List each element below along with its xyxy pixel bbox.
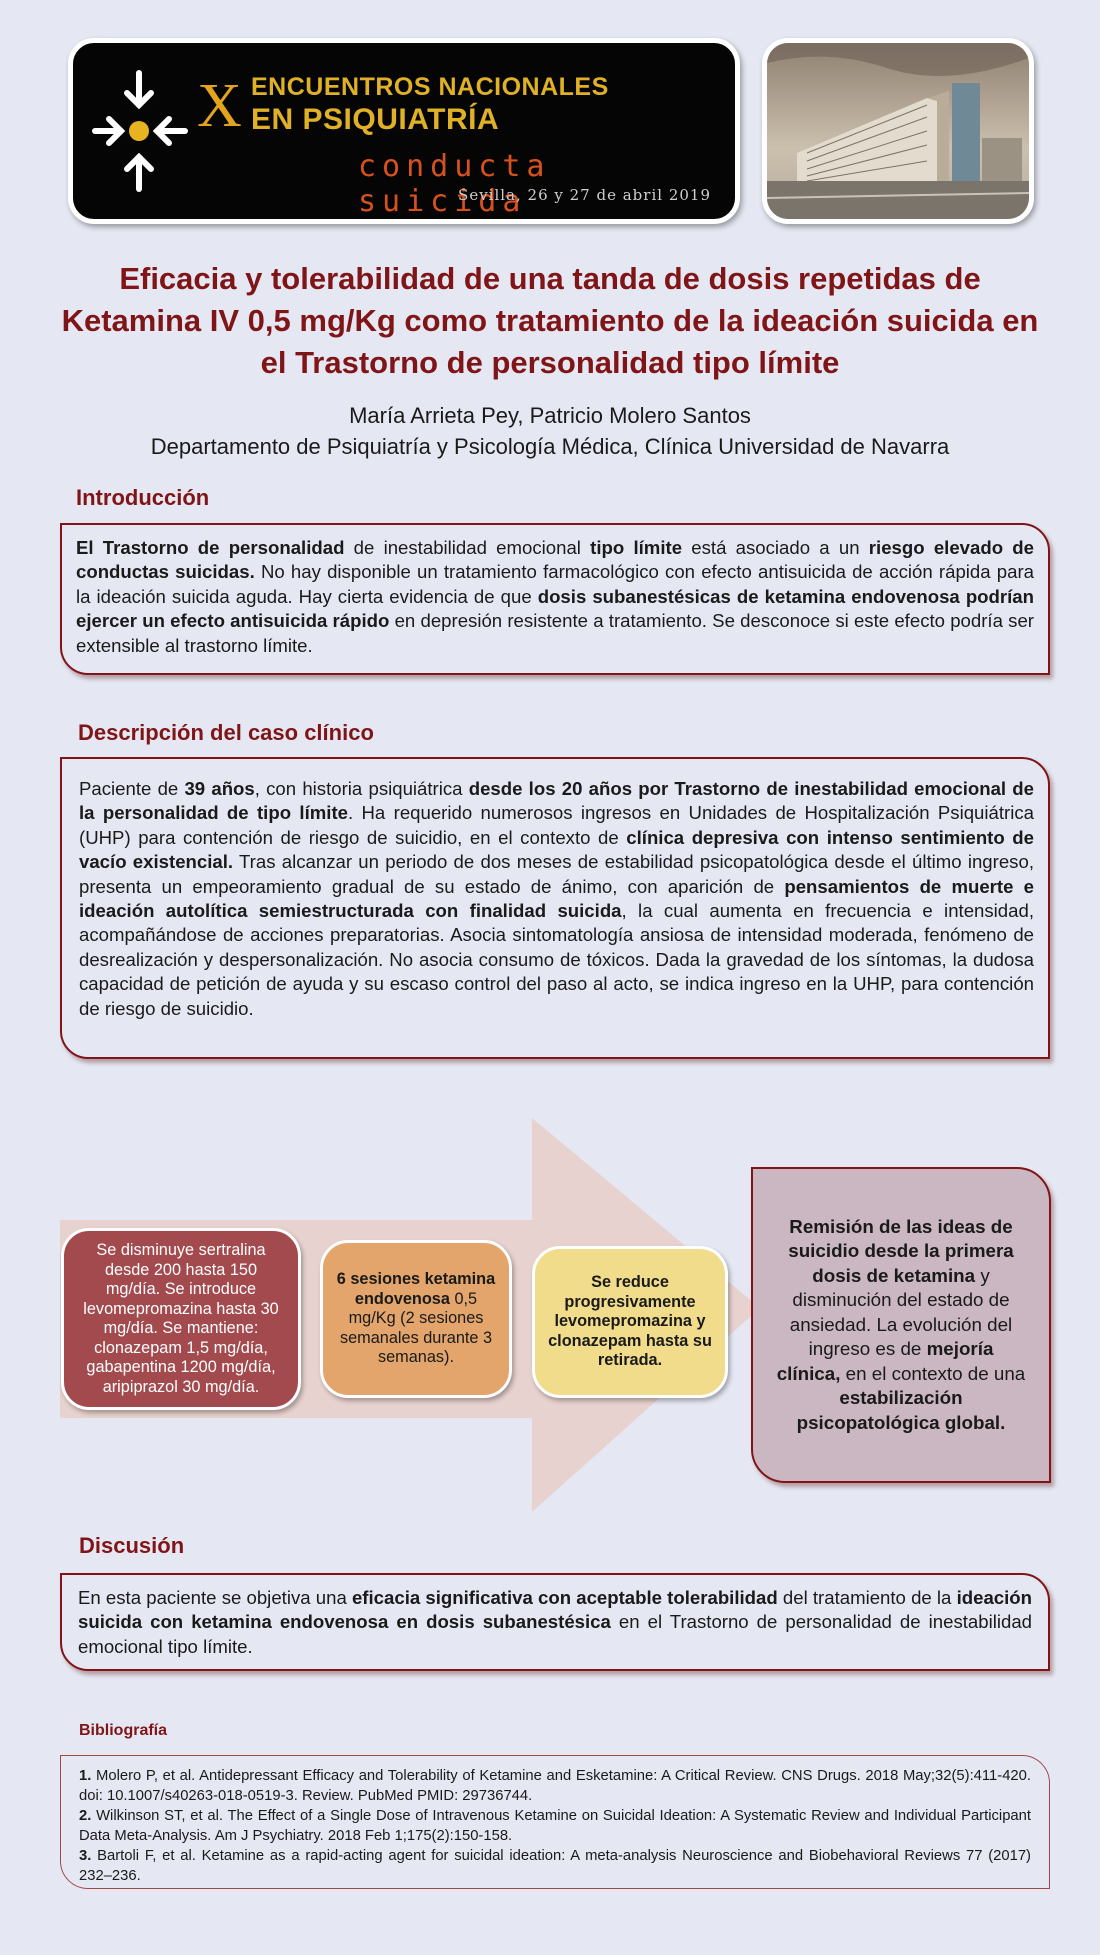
case-box xyxy=(60,757,1050,1059)
bibliography-text: Bartoli F, et al. Ketamine as a rapid-acting agent for suicidal ideation: A meta-analysis Neuroscience and Biobehavioral Reviews 77 (2017) 232–236. xyxy=(79,1848,1031,1884)
case-heading: Descripción del caso clínico xyxy=(78,720,374,745)
text-run: , la cual aumenta en frecuencia e intensidad, acompañándose de acciones preparatorias. Asocia sintomatología ansiosa de intensidad moderada, fenómeno de desrealización y despersonalización. No asocia consumo de tóxicos. Dada la gravedad de los síntomas, la dudosa capacidad de petición de ayuda y su escaso control del paso al acto, se indica ingreso en la UHP, para contención de riesgo de suicidio. xyxy=(79,900,1034,1019)
bibliography-item xyxy=(79,1766,1031,1806)
arrows-logo-icon xyxy=(91,65,191,195)
bibliography-list xyxy=(79,1766,1031,1886)
text-run: ideación suicida con ketamina endovenosa en dosis subanestésica xyxy=(78,1587,1033,1633)
text-run: No hay disponible un tratamiento farmacológico con efecto antisuicida de acción rápida para la ideación suicida aguda. Hay cierta evidencia de que xyxy=(76,561,1035,607)
conference-banner xyxy=(68,38,740,224)
text-run: estabilización psicopatológica global. xyxy=(796,1387,1006,1433)
flow-step-1-text xyxy=(78,1241,284,1397)
outcome-box xyxy=(751,1167,1051,1483)
text-run: y disminución del estado de ansiedad. La evolución del ingreso es de xyxy=(789,1264,1013,1360)
flow-step-3 xyxy=(532,1246,728,1398)
text-run: clínica depresiva con intenso sentimiento de vacío existencial. xyxy=(79,826,1034,873)
text-run: Tras alcanzar un periodo de dos meses de estabilidad psicopatológica desde el último ingreso, presenta un empeoramiento gradual de su estado de ánimo, con aparición de xyxy=(79,851,1034,897)
banner-title-line1: ENCUENTROS NACIONALES xyxy=(251,73,609,101)
authors: María Arrieta Pey, Patricio Molero Santos xyxy=(349,403,751,428)
banner-date: Sevilla, 26 y 27 de abril 2019 xyxy=(458,186,711,204)
bibliography-number: 2. xyxy=(79,1808,92,1824)
text-run: de inestabilidad emocional xyxy=(344,537,591,558)
text-run: en el Trastorno de personalidad de inestabilidad emocional tipo límite. xyxy=(78,1611,1032,1657)
text-run: pensamientos de muerte e ideación autolítica semiestructurada con finalidad suicida xyxy=(79,875,1034,922)
text-run: del tratamiento de la xyxy=(777,1587,957,1608)
bibliography-text: Wilkinson ST, et al. The Effect of a Single Dose of Intravenous Ketamine on Suicidal Ideation: A Systematic Review and Individual Participant Data Meta-Analysis. Am J Psychiatry. 2018 Feb 1;175(2):150-158. xyxy=(79,1808,1031,1844)
text-run: desde los 20 años por Trastorno de inestabilidad emocional de la personalidad de tipo límite xyxy=(79,778,1034,824)
flow-step-2 xyxy=(320,1240,512,1398)
flow-step-2-text xyxy=(335,1270,497,1368)
affiliation: Departamento de Psiquiatría y Psicología Médica, Clínica Universidad de Navarra xyxy=(150,434,950,459)
author-block xyxy=(40,400,1060,462)
text-run: mejoría clínica, xyxy=(776,1338,994,1384)
text-run: en depresión resistente a tratamiento. Se desconoce si este efecto podría ser extensible al trastorno límite. xyxy=(76,610,1034,656)
text-run: , con historia psiquiátrica xyxy=(254,778,469,799)
bibliography-text: Molero P, et al. Antidepressant Efficacy and Tolerability of Ketamine and Esketamine: A Critical Review. CNS Drugs. 2018 May;32(5):411-420. doi: 10.1007/s40263-018-0519-3. Review. PubMed PMID: 29736744. xyxy=(79,1768,1031,1804)
case-text xyxy=(79,777,1034,1021)
outcome-text xyxy=(775,1215,1027,1436)
hospital-photo xyxy=(762,38,1034,224)
bibliography-heading: Bibliografía xyxy=(79,1722,168,1739)
banner-numeral: X xyxy=(197,72,242,140)
banner-title-line2: EN PSIQUIATRÍA xyxy=(251,103,500,136)
bibliography-number: 1. xyxy=(79,1768,92,1784)
text-run: Se disminuye sertralina desde 200 hasta 150 mg/día. Se introduce levomepromazina hasta 30 mg/día. Se mantiene: clonazepam 1,5 mg/día, gabapentina 1200 mg/día, aripiprazol 30 mg/día. xyxy=(83,1241,279,1396)
banner-subtitle: conducta suicida xyxy=(358,149,551,219)
text-run: El Trastorno de personalidad xyxy=(76,537,345,558)
text-run: 0,5 mg/Kg (2 sesiones semanales durante 3 semanas). xyxy=(339,1289,493,1367)
intro-heading: Introducción xyxy=(76,485,210,510)
discussion-heading: Discusión xyxy=(79,1533,185,1558)
intro-text xyxy=(76,536,1034,658)
bibliography-box xyxy=(60,1755,1050,1889)
text-run: eficacia significativa con aceptable tolerabilidad xyxy=(351,1587,778,1608)
text-run: dosis subanestésicas de ketamina endovenosa podrían ejercer un efecto antisuicida rápido xyxy=(76,585,1034,632)
text-run: en el contexto de una xyxy=(840,1362,1026,1384)
intro-box xyxy=(60,523,1050,675)
flow-step-1 xyxy=(61,1228,301,1410)
bibliography-number: 3. xyxy=(79,1848,92,1864)
text-run: está asociado a un xyxy=(682,537,869,558)
text-run: Remisión de las ideas de suicidio desde la primera dosis de ketamina xyxy=(788,1215,1014,1286)
text-run: 6 sesiones ketamina endovenosa xyxy=(336,1270,496,1308)
text-run: Paciente de xyxy=(79,778,185,799)
flow-step-3-text xyxy=(547,1273,713,1371)
text-run: . Ha requerido numerosos ingresos en Unidades de Hospitalización Psiquiátrica (UHP) para contención de riesgo de suicidio, en el contexto de xyxy=(79,802,1034,848)
text-run: tipo límite xyxy=(590,537,683,558)
text-run: 39 años xyxy=(184,778,255,799)
bibliography-item xyxy=(79,1806,1031,1846)
text-run: riesgo elevado de conductas suicidas. xyxy=(76,537,1034,583)
discussion-text xyxy=(78,1586,1032,1659)
text-run: En esta paciente se objetiva una xyxy=(78,1587,352,1608)
text-run: Se reduce progresivamente levomepromazina y clonazepam hasta su retirada. xyxy=(548,1273,712,1370)
bibliography-item xyxy=(79,1846,1031,1886)
discussion-box xyxy=(60,1573,1050,1671)
poster-title: Eficacia y tolerabilidad de una tanda de dosis repetidas de Ketamina IV 0,5 mg/Kg como tratamiento de la ideación suicida en el Trastorno de personalidad tipo límite xyxy=(61,261,1039,380)
